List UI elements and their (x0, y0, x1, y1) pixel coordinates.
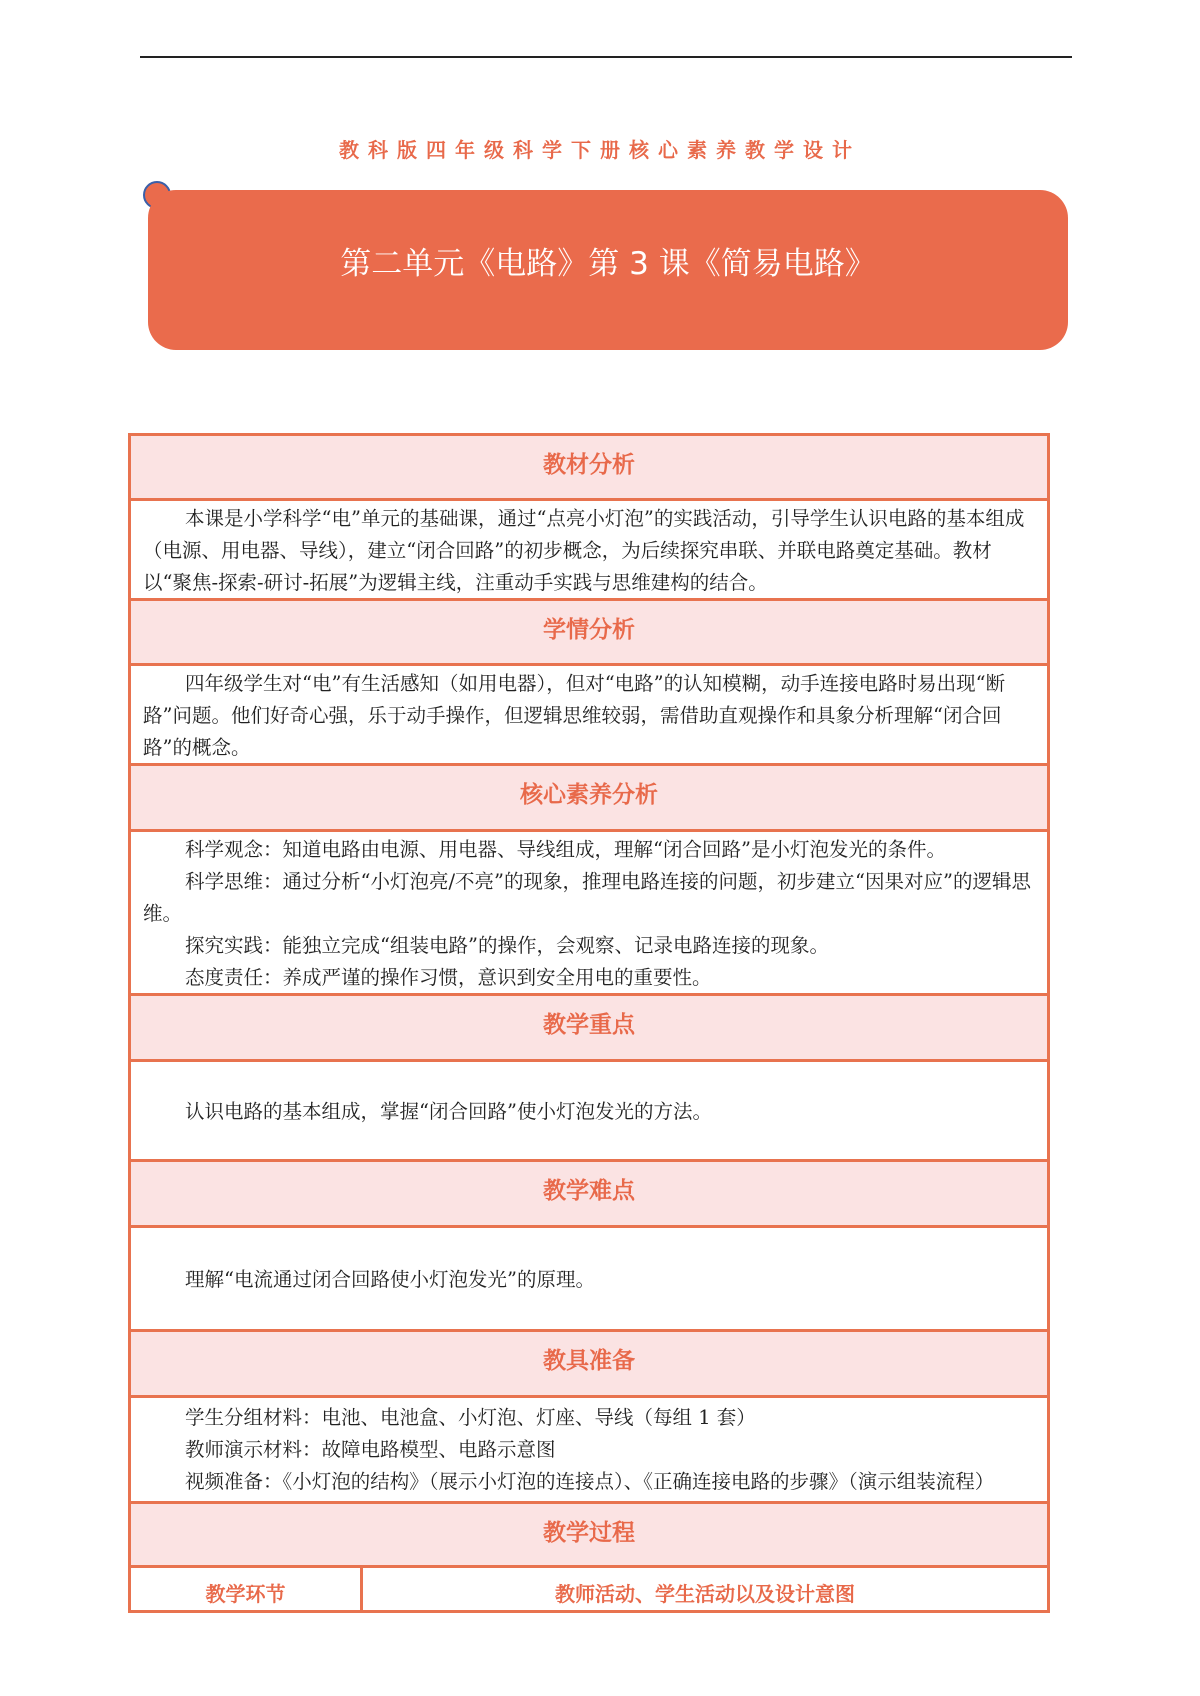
title-banner (148, 190, 1068, 350)
process-col-stage: 教学环节 (131, 1568, 363, 1610)
difficulty-heading (131, 1162, 1047, 1228)
materials-heading (131, 1332, 1047, 1398)
document-subtitle: 教科版四年级科学下册核心素养教学设计 (339, 138, 861, 162)
materials-item: 教师演示材料：故障电路模型、电路示意图 (185, 1438, 556, 1461)
materials-item: 学生分组材料：电池、电池盒、小灯泡、灯座、导线（每组 1 套） (185, 1406, 756, 1429)
lesson-plan-table (128, 433, 1050, 1613)
lesson-title: 第二单元《电路》第 3 课《简易电路》 (340, 246, 876, 282)
literacy-item: 科学思维：通过分析“小灯泡亮/不亮”的现象，推理电路连接的问题，初步建立“因果对应”的逻辑思维。 (143, 870, 1031, 925)
materials-item: 视频准备：《小灯泡的结构》（展示小灯泡的连接点）、《正确连接电路的步骤》（演示组装流程） (185, 1470, 995, 1493)
process-column-header (131, 1568, 1047, 1610)
literacy-analysis-heading-text: 核心素养分析 (520, 782, 658, 808)
literacy-item: 探究实践：能独立完成“组装电路”的操作，会观察、记录电路连接的现象。 (185, 934, 829, 957)
process-heading (131, 1504, 1047, 1568)
key-point-body (131, 1062, 1047, 1162)
student-analysis-body (131, 666, 1047, 766)
difficulty-body (131, 1228, 1047, 1332)
textbook-analysis-heading-text: 教材分析 (543, 452, 635, 478)
materials-body (131, 1398, 1047, 1504)
literacy-item: 态度责任：养成严谨的操作习惯，意识到安全用电的重要性。 (185, 966, 712, 989)
process-col-activities: 教师活动、学生活动以及设计意图 (555, 1582, 855, 1606)
student-analysis-heading (131, 601, 1047, 666)
literacy-analysis-heading (131, 766, 1047, 832)
textbook-analysis-heading (131, 436, 1047, 501)
difficulty-text: 理解“电流通过闭合回路使小灯泡发光”的原理。 (185, 1268, 595, 1291)
student-analysis-heading-text: 学情分析 (543, 617, 635, 643)
student-analysis-text: 四年级学生对“电”有生活感知（如用电器），但对“电路”的认知模糊，动手连接电路时易出现“断路”问题。他们好奇心强，乐于动手操作，但逻辑思维较弱，需借助直观操作和具象分析理解“闭合回路”的概念。 (143, 672, 1006, 759)
literacy-item: 科学观念：知道电路由电源、用电器、导线组成，理解“闭合回路”是小灯泡发光的条件。 (185, 838, 946, 861)
materials-heading-text: 教具准备 (543, 1348, 635, 1374)
literacy-analysis-body (131, 832, 1047, 996)
process-heading-text: 教学过程 (543, 1520, 635, 1546)
difficulty-heading-text: 教学难点 (543, 1178, 635, 1204)
textbook-analysis-body (131, 501, 1047, 601)
textbook-analysis-text: 本课是小学科学“电”单元的基础课，通过“点亮小灯泡”的实践活动，引导学生认识电路的基本组成（电源、用电器、导线），建立“闭合回路”的初步概念，为后续探究串联、并联电路奠定基础。教材以“聚焦-探索-研讨-拓展”为逻辑主线，注重动手实践与思维建构的结合。 (143, 507, 1025, 594)
key-point-heading (131, 996, 1047, 1062)
key-point-text: 认识电路的基本组成，掌握“闭合回路”使小灯泡发光的方法。 (185, 1100, 712, 1123)
top-rule (140, 56, 1072, 58)
key-point-heading-text: 教学重点 (543, 1012, 635, 1038)
